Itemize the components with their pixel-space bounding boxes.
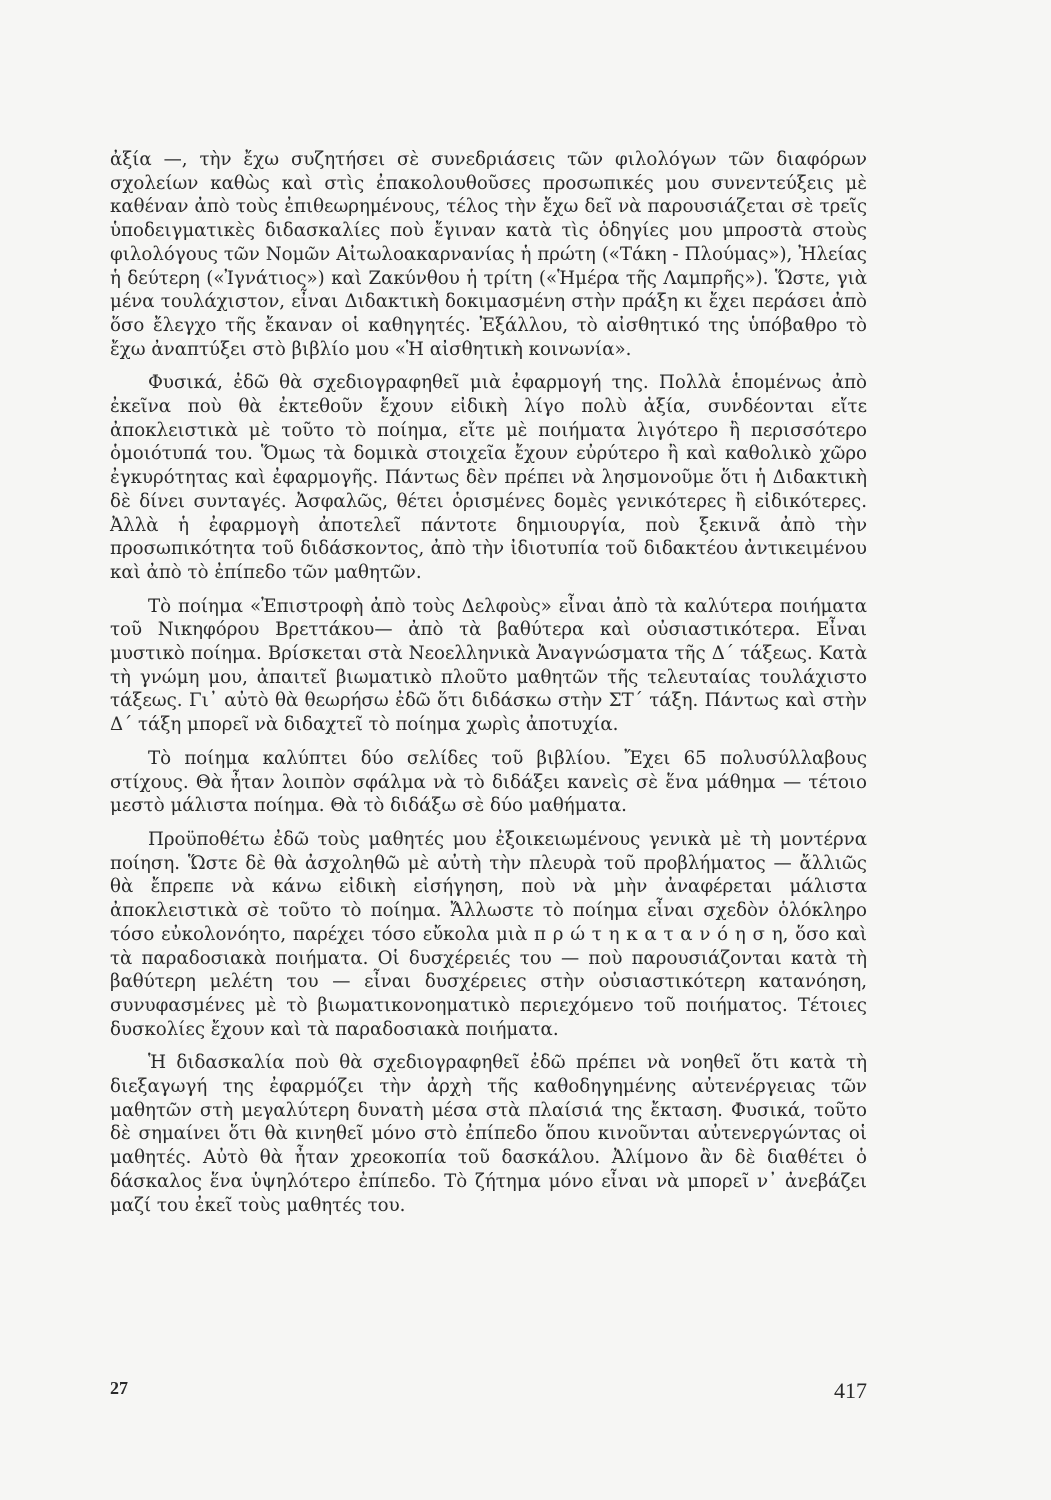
body-text — [110, 148, 867, 1227]
signature-mark: 27 — [110, 1378, 128, 1398]
paragraph-5: Προϋποθέτω ἐδῶ τοὺς μαθητές μου ἐξοικειωμένους γενικὰ μὲ τὴ μοντέρνα ποίηση. Ὥστε δὲ θὰ ἀσχοληθῶ μὲ αὐτὴ τὴν πλευρὰ τοῦ προβλήματος — ἄλλιῶς θὰ ἔπρεπε νὰ κάνω εἰδικὴ εἰσήγηση, ποὺ νὰ μὴν ἀναφέρεται μάλιστα ἀποκλειστικὰ σὲ τοῦτο τὸ ποίημα. Ἄλλωστε τὸ ποίημα εἶναι σχεδὸν ὁλόκληρο τόσο εὐκολονόητο, παρέχει τόσο εὔκολα μιὰ π ρ ώ τ η κ α τ α ν ό η σ η, ὅσο καὶ τὰ παραδοσιακὰ ποιήματα. Οἱ δυσχέρειές του — ποὺ παρουσιάζονται κατὰ τὴ βαθύτερη μελέτη του — εἶναι δυσχέρειες στὴν οὐσιαστικότερη κατανόηση, συνυφασμένες μὲ τὸ βιωματικονοηματικὸ περιεχόμενο τοῦ ποιήματος. Τέτοιες δυσκολίες ἔχουν καὶ τὰ παραδοσιακὰ ποιήματα. — [110, 828, 867, 1040]
paragraph-1: ἀξία —, τὴν ἔχω συζητήσει σὲ συνεδριάσεις τῶν φιλολόγων τῶν διαφόρων σχολείων καθὼς καὶ στὶς ἐπακολουθοῦσες προσωπικές μου συνεντεύξεις μὲ καθέναν ἀπὸ τοὺς ἐπιθεωρημένους, τέλος τὴν ἔχω δεῖ νὰ παρουσιάζεται σὲ τρεῖς ὑποδειγματικὲς διδασκαλίες ποὺ ἔγιναν κατὰ τὶς ὁδηγίες μου μπροστὰ στοὺς φιλολόγους τῶν Νομῶν Αἰτωλοακαρνανίας ἡ πρώτη («Τάκη - Πλούμας»), Ἠλείας ἡ δεύτερη («Ἰγνάτιος») καὶ Ζακύνθου ἡ τρίτη («Ἡμέρα τῆς Λαμπρῆς»). Ὥστε, γιὰ μένα τουλάχιστον, εἶναι Διδακτικὴ δοκιμασμένη στὴν πράξη κι ἔχει περάσει ἀπὸ ὅσο ἔλεγχο τῆς ἔκαναν οἱ καθηγητές. Ἐξάλλου, τὸ αἰσθητικό της ὑπόβαθρο τὸ ἔχω ἀναπτύξει στὸ βιβλίο μου «Ἡ αἰσθητικὴ κοινωνία». — [110, 149, 867, 360]
page-number: 417 — [834, 1378, 867, 1403]
paragraph-4: Τὸ ποίημα καλύπτει δύο σελίδες τοῦ βιβλίου. Ἔχει 65 πολυσύλλαβους στίχους. Θὰ ἦταν λοιπὸν σφάλμα νὰ τὸ διδάξει κανεὶς σὲ ἕνα μάθημα — τέτοιο μεστὸ μάλιστα ποίημα. Θὰ τὸ διδάξω σὲ δύο μαθήματα. — [110, 747, 867, 817]
page-footer — [110, 1378, 867, 1408]
paragraph-3: Τὸ ποίημα «Ἐπιστροφὴ ἀπὸ τοὺς Δελφοὺς» εἶναι ἀπὸ τὰ καλύτερα ποιήματα τοῦ Νικηφόρου Βρεττάκου— ἀπὸ τὰ βαθύτερα καὶ οὐσιαστικότερα. Εἶναι μυστικὸ ποίημα. Βρίσκεται στὰ Νεοελληνικὰ Ἀναγνώσματα τῆς Δ΄ τάξεως. Κατὰ τὴ γνώμη μου, ἀπαιτεῖ βιωματικὸ πλοῦτο μαθητῶν τῆς τελευταίας τουλάχιστο τάξεως. Γι᾽ αὐτὸ θὰ θεωρήσω ἐδῶ ὅτι διδάσκω στὴν ΣΤ΄ τάξη. Πάντως καὶ στὴν Δ΄ τάξη μπορεῖ νὰ διδαχτεῖ τὸ ποίημα χωρὶς ἀποτυχία. — [110, 595, 867, 736]
paragraph-2: Φυσικά, ἐδῶ θὰ σχεδιογραφηθεῖ μιὰ ἐφαρμογή της. Πολλὰ ἑπομένως ἀπὸ ἐκεῖνα ποὺ θὰ ἐκτεθοῦν ἔχουν εἰδικὴ λίγο πολὺ ἀξία, συνδέονται εἴτε ἀποκλειστικὰ μὲ τοῦτο τὸ ποίημα, εἴτε μὲ ποιήματα λιγότερο ἢ περισσότερο ὁμοιότυπά του. Ὅμως τὰ δομικὰ στοιχεῖα ἔχουν εὐρύτερο ἢ καὶ καθολικὸ χῶρο ἐγκυρότητας καὶ ἐφαρμογῆς. Πάντως δὲν πρέπει νὰ λησμονοῦμε ὅτι ἡ Διδακτικὴ δὲ δίνει συνταγές. Ἀσφαλῶς, θέτει ὁρισμένες δομὲς γενικότερες ἢ εἰδικότερες. Ἀλλὰ ἡ ἐφαρμογὴ ἀποτελεῖ πάντοτε δημιουργία, ποὺ ξεκινᾶ ἀπὸ τὴν προσωπικότητα τοῦ διδάσκοντος, ἀπὸ τὴν ἰδιοτυπία τοῦ διδακτέου ἀντικειμένου καὶ ἀπὸ τὸ ἐπίπεδο τῶν μαθητῶν. — [110, 372, 867, 583]
paragraph-6: Ἡ διδασκαλία ποὺ θὰ σχεδιογραφηθεῖ ἐδῶ πρέπει νὰ νοηθεῖ ὅτι κατὰ τὴ διεξαγωγή της ἐφαρμόζει τὴν ἀρχὴ τῆς καθοδηγημένης αὐτενέργειας τῶν μαθητῶν στὴ μεγαλύτερη δυνατὴ μέσα στὰ πλαίσιά της ἔκταση. Φυσικά, τοῦτο δὲ σημαίνει ὅτι θὰ κινηθεῖ μόνο στὸ ἐπίπεδο ὅπου κινοῦνται αὐτενεργώντας οἱ μαθητές. Αὐτὸ θὰ ἦταν χρεοκοπία τοῦ δασκάλου. Ἀλίμονο ἂν δὲ διαθέτει ὁ δάσκαλος ἕνα ὑψηλότερο ἐπίπεδο. Τὸ ζήτημα μόνο εἶναι νὰ μπορεῖ ν᾽ ἀνεβάζει μαζί του ἐκεῖ τοὺς μαθητές του. — [110, 1052, 867, 1216]
